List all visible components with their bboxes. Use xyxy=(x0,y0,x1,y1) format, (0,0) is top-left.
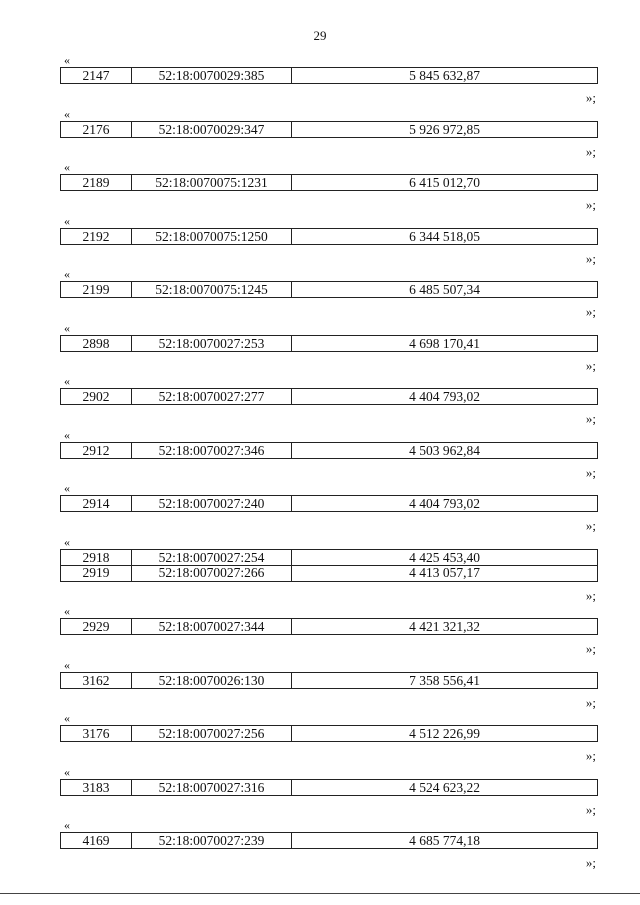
quote-close-mark: »; xyxy=(585,855,596,870)
cadastral-number-cell: 52:18:0070075:1245 xyxy=(132,282,292,297)
row-number-cell: 3176 xyxy=(61,726,132,741)
row-number-cell: 2176 xyxy=(61,122,132,137)
table-row xyxy=(60,335,598,352)
quote-open-mark: « xyxy=(64,657,70,672)
table-row xyxy=(60,672,598,689)
cadastral-number-cell: 52:18:0070027:256 xyxy=(132,726,292,741)
cadastral-number-cell: 52:18:0070027:254 xyxy=(132,550,292,565)
cadastral-value-cell: 4 503 962,84 xyxy=(409,442,480,458)
cadastral-number-cell: 52:18:0070026:130 xyxy=(132,673,292,688)
cadastral-number-cell: 52:18:0070029:347 xyxy=(132,122,292,137)
cadastral-number-cell: 52:18:0070027:240 xyxy=(132,496,292,511)
quote-open-mark: « xyxy=(64,481,70,495)
cadastral-value-cell: 5 926 972,85 xyxy=(409,121,480,137)
row-number-cell: 2902 xyxy=(61,389,132,404)
quote-open-mark: « xyxy=(64,711,70,725)
quote-close-mark: »; xyxy=(585,357,596,373)
quote-close-mark: »; xyxy=(585,518,596,533)
row-number-cell: 3183 xyxy=(61,780,132,795)
cadastral-number-cell: 52:18:0070027:344 xyxy=(132,619,292,634)
table-row xyxy=(60,228,598,245)
quote-close-mark: »; xyxy=(585,304,596,319)
row-number-cell: 2929 xyxy=(61,619,132,634)
cadastral-number-cell: 52:18:0070027:253 xyxy=(132,336,292,351)
cadastral-number-cell: 52:18:0070029:385 xyxy=(132,68,292,83)
cadastral-number-cell: 52:18:0070027:266 xyxy=(132,565,292,581)
quote-close-mark: »; xyxy=(585,143,596,159)
footer-rule xyxy=(0,893,640,894)
cadastral-number-cell: 52:18:0070075:1231 xyxy=(132,175,292,190)
quote-close-mark: »; xyxy=(585,694,596,710)
quote-close-mark: »; xyxy=(585,250,596,266)
quote-close-mark: »; xyxy=(585,748,596,763)
quote-close-mark: »; xyxy=(585,90,596,105)
cadastral-number-cell: 52:18:0070027:316 xyxy=(132,780,292,795)
row-number-cell: 4169 xyxy=(61,833,132,848)
cadastral-value-cell: 6 344 518,05 xyxy=(409,228,480,244)
quote-open-mark: « xyxy=(64,818,70,832)
row-number-cell: 2898 xyxy=(61,336,132,351)
quote-open-mark: « xyxy=(64,160,70,174)
quote-open-mark: « xyxy=(64,53,70,67)
table-row xyxy=(60,549,598,566)
quote-close-mark: »; xyxy=(585,801,596,817)
table-row xyxy=(60,832,598,849)
table-row xyxy=(60,618,598,635)
cadastral-value-cell: 4 512 226,99 xyxy=(409,726,480,741)
table-row xyxy=(60,174,598,191)
cadastral-value-cell: 4 421 321,32 xyxy=(409,619,480,634)
quote-close-mark: »; xyxy=(585,587,596,603)
cadastral-value-cell: 5 845 632,87 xyxy=(409,68,480,83)
cadastral-number-cell: 52:18:0070027:239 xyxy=(132,833,292,848)
cadastral-value-cell: 4 413 057,17 xyxy=(409,564,480,580)
cadastral-value-cell: 6 415 012,70 xyxy=(409,175,480,190)
cadastral-value-cell: 4 698 170,41 xyxy=(409,335,480,351)
table-row xyxy=(60,495,598,512)
cadastral-value-cell: 4 404 793,02 xyxy=(409,496,480,511)
table-row xyxy=(60,67,598,84)
row-number-cell: 2199 xyxy=(61,282,132,297)
row-number-cell: 2912 xyxy=(61,443,132,458)
table-row xyxy=(60,388,598,405)
quote-close-mark: »; xyxy=(585,464,596,480)
cadastral-value-cell: 7 358 556,41 xyxy=(409,672,480,688)
quote-close-mark: »; xyxy=(585,197,596,212)
table-row xyxy=(60,121,598,138)
cadastral-value-cell: 4 425 453,40 xyxy=(409,549,480,565)
quote-close-mark: »; xyxy=(585,411,596,426)
table-row xyxy=(60,779,598,796)
row-number-cell: 2918 xyxy=(61,550,132,565)
row-number-cell: 2919 xyxy=(61,565,132,581)
quote-open-mark: « xyxy=(64,604,70,618)
cadastral-value-cell: 4 524 623,22 xyxy=(409,779,480,795)
quote-open-mark: « xyxy=(64,267,70,281)
row-number-cell: 2189 xyxy=(61,175,132,190)
cadastral-value-cell: 4 404 793,02 xyxy=(409,389,480,404)
cadastral-value-cell: 6 485 507,34 xyxy=(409,282,480,297)
row-number-cell: 3162 xyxy=(61,673,132,688)
row-number-cell: 2147 xyxy=(61,68,132,83)
quote-open-mark: « xyxy=(64,320,70,335)
quote-open-mark: « xyxy=(64,427,70,442)
table-row xyxy=(60,725,598,742)
page-number: 29 xyxy=(313,28,327,43)
row-number-cell: 2192 xyxy=(61,229,132,244)
cadastral-number-cell: 52:18:0070027:346 xyxy=(132,443,292,458)
quote-open-mark: « xyxy=(64,374,70,388)
table-row xyxy=(60,565,598,582)
cadastral-number-cell: 52:18:0070027:277 xyxy=(132,389,292,404)
cadastral-value-cell: 4 685 774,18 xyxy=(409,833,480,848)
quote-open-mark: « xyxy=(64,106,70,121)
table-row xyxy=(60,442,598,459)
row-number-cell: 2914 xyxy=(61,496,132,511)
cadastral-number-cell: 52:18:0070075:1250 xyxy=(132,229,292,244)
quote-close-mark: »; xyxy=(585,641,596,656)
quote-open-mark: « xyxy=(64,764,70,779)
table-row xyxy=(60,281,598,298)
quote-open-mark: « xyxy=(64,213,70,228)
quote-open-mark: « xyxy=(64,534,70,549)
